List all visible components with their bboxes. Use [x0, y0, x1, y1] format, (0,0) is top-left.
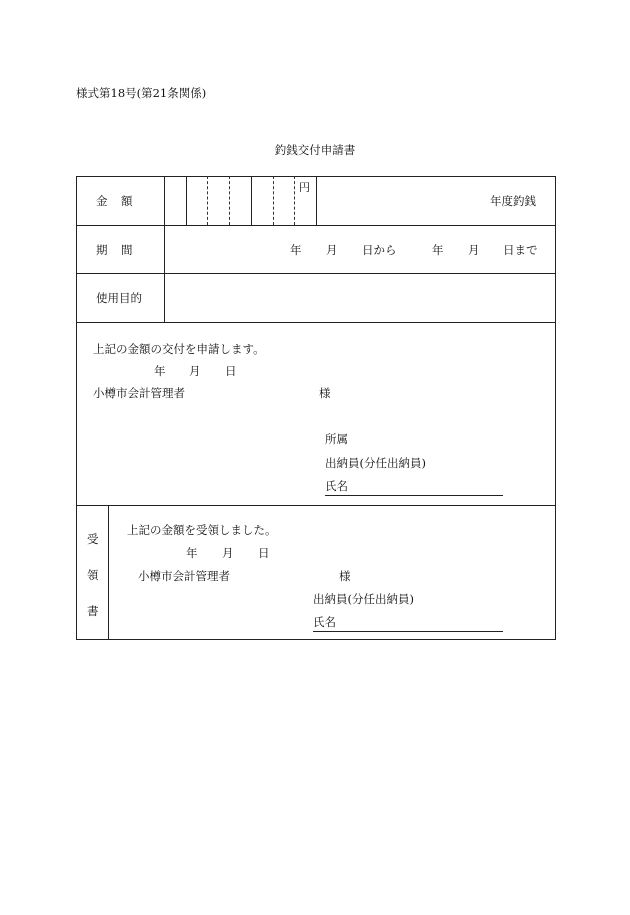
row-divider-application — [76, 505, 556, 506]
receipt-side-label-2: 領 — [87, 568, 99, 582]
department-label: 所属 — [325, 432, 348, 446]
digit-divider — [316, 176, 317, 225]
period-from-year: 年 — [290, 243, 302, 257]
receipt-date-month: 月 — [222, 546, 234, 560]
period-to-day: 日まで — [503, 243, 538, 257]
period-from-month: 月 — [326, 243, 338, 257]
amount-label: 金 額 — [96, 194, 134, 208]
row-divider-amount — [76, 225, 556, 226]
receipt-side-label-1: 受 — [87, 532, 99, 546]
receipt-date-day: 日 — [258, 546, 270, 560]
purpose-label: 使用目的 — [96, 291, 142, 305]
receipt-side-divider — [108, 505, 109, 640]
form-number: 様式第18号(第21条関係) — [76, 86, 207, 100]
application-date-day: 日 — [225, 364, 237, 378]
document-title: 釣銭交付申請書 — [274, 143, 356, 157]
digit-divider — [251, 176, 252, 225]
digit-divider — [273, 176, 274, 225]
label-column-divider — [164, 176, 165, 322]
receipt-addressee: 小樽市会計管理者 — [138, 569, 230, 583]
receipt-date-year: 年 — [186, 546, 198, 560]
row-divider-period — [76, 273, 556, 274]
application-honorific: 様 — [319, 386, 331, 400]
period-to-month: 月 — [468, 243, 480, 257]
receipt-honorific: 様 — [339, 569, 351, 583]
receipt-side-label-3: 書 — [87, 604, 99, 618]
receipt-name-field — [313, 614, 503, 632]
digit-divider — [294, 176, 295, 225]
digit-divider — [186, 176, 187, 225]
application-treasurer-label: 出納員(分任出納員) — [325, 456, 426, 470]
application-addressee: 小樽市会計管理者 — [93, 386, 185, 400]
period-from-day: 日から — [362, 243, 397, 257]
application-name-label: 氏名 — [325, 478, 503, 496]
application-date-month: 月 — [189, 364, 201, 378]
yen-unit: 円 — [299, 181, 310, 194]
receipt-statement: 上記の金額を受領しました。 — [127, 523, 277, 537]
application-name-field — [325, 478, 503, 496]
receipt-name-label: 氏名 — [313, 614, 503, 632]
application-statement: 上記の金額の交付を申請します。 — [93, 342, 265, 356]
digit-divider — [229, 176, 230, 225]
receipt-treasurer-label: 出納員(分任出納員) — [313, 592, 414, 606]
application-date-year: 年 — [154, 364, 166, 378]
period-to-year: 年 — [432, 243, 444, 257]
fiscal-year-change-label: 年度釣銭 — [490, 194, 536, 208]
digit-divider — [207, 176, 208, 225]
period-label: 期 間 — [96, 243, 134, 257]
row-divider-purpose — [76, 322, 556, 323]
